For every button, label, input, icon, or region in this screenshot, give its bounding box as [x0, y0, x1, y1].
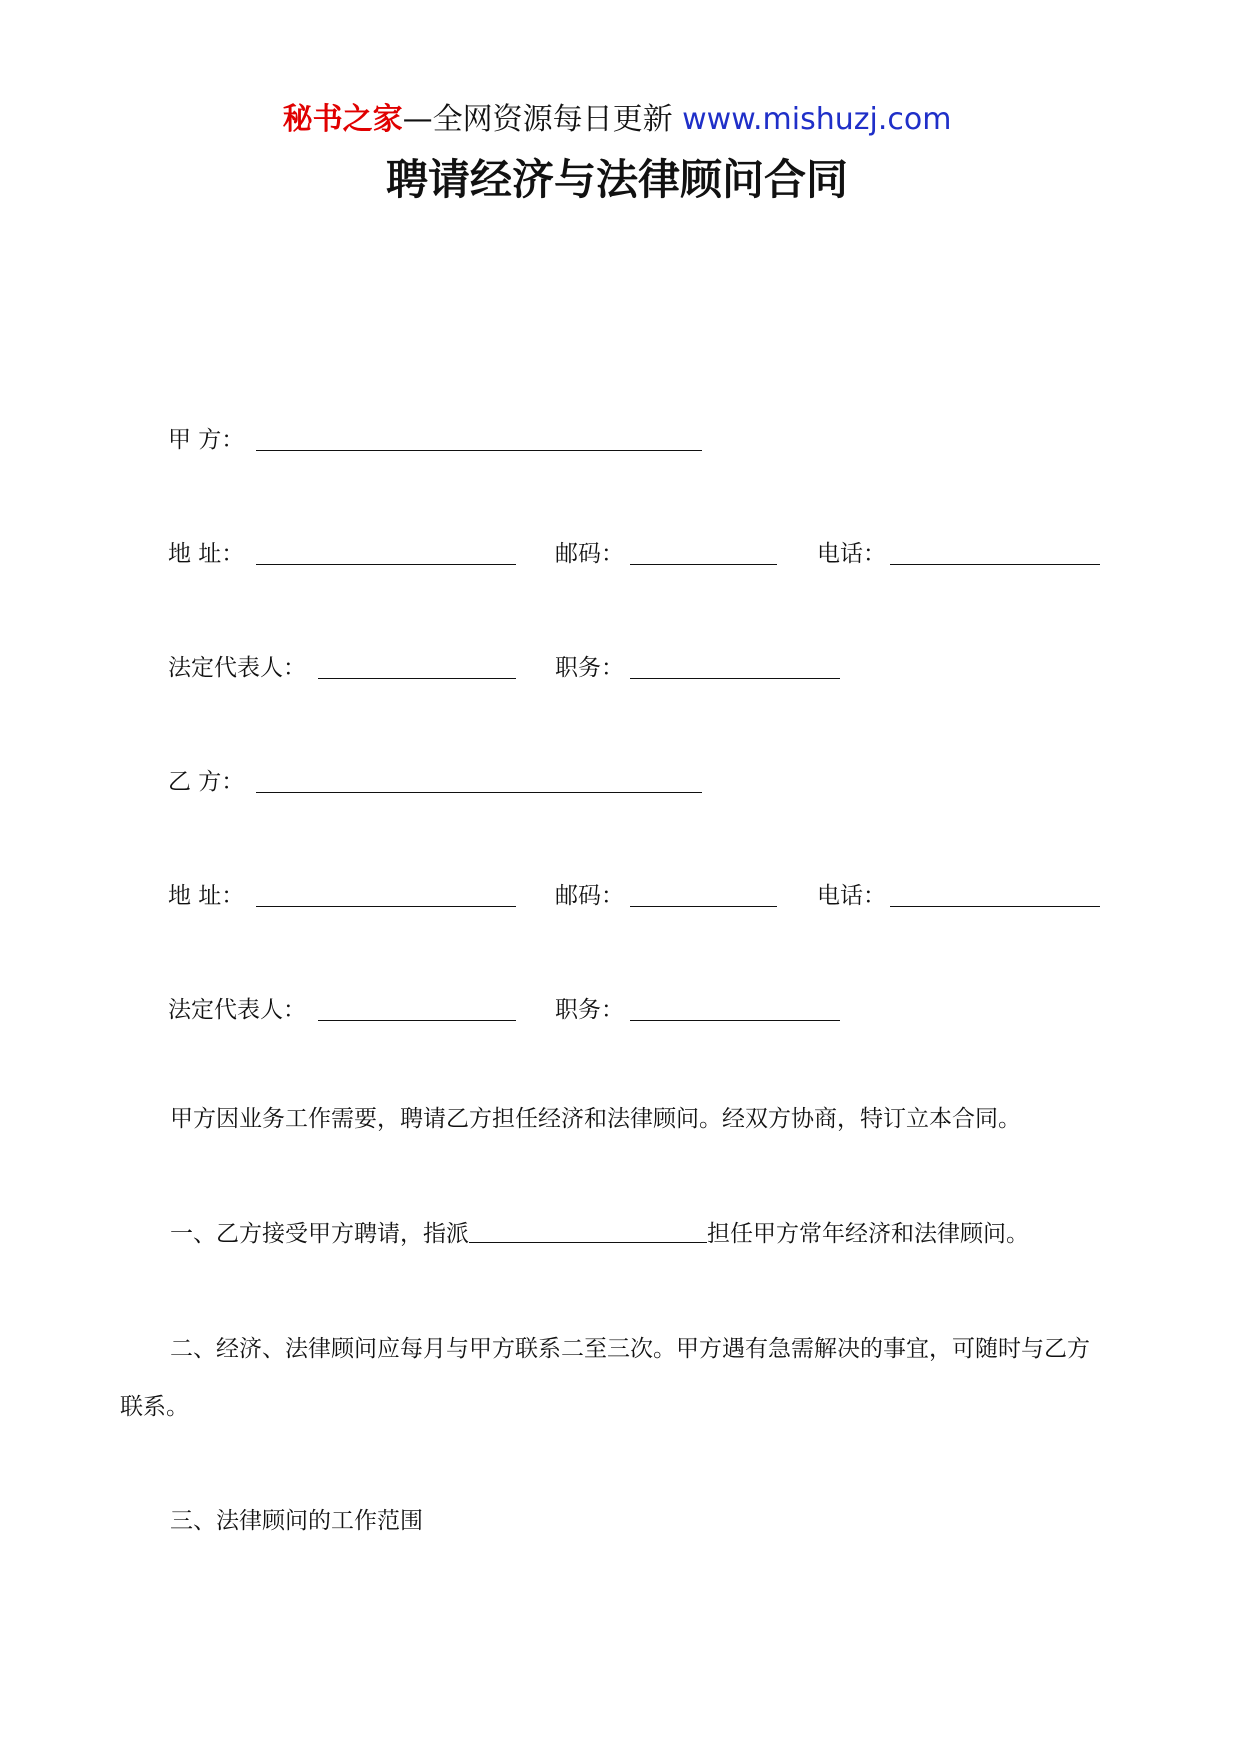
party-b-address-label: 地 址：	[168, 883, 245, 909]
party-a-address-label: 地 址：	[168, 541, 245, 567]
party-b-row	[0, 762, 1234, 802]
party-a-phone-blank[interactable]	[890, 564, 1100, 565]
site-tagline: —全网资源每日更新	[402, 102, 673, 137]
party-a-address-row	[0, 534, 1234, 574]
designee-blank[interactable]	[469, 1218, 707, 1243]
party-b-position-label: 职务：	[555, 997, 624, 1023]
party-a-rep-label: 法定代表人：	[168, 655, 306, 681]
party-b-blank[interactable]	[256, 792, 702, 793]
party-a-blank[interactable]	[256, 450, 702, 451]
party-a-rep-row	[0, 648, 1234, 688]
clause-1	[120, 1205, 1110, 1263]
site-brand: 秘书之家	[282, 102, 403, 137]
party-b-postcode-label: 邮码：	[555, 883, 624, 909]
party-a-postcode-blank[interactable]	[630, 564, 777, 565]
party-b-rep-label: 法定代表人：	[168, 997, 306, 1023]
document-title: 聘请经济与法律顾问合同	[385, 155, 848, 204]
site-header	[0, 100, 1234, 140]
party-a-address-blank[interactable]	[256, 564, 516, 565]
party-a-label: 甲 方：	[168, 427, 245, 453]
clause-3: 三、法律顾问的工作范围	[170, 1508, 423, 1534]
party-a-rep-blank[interactable]	[318, 678, 516, 679]
party-a-position-label: 职务：	[555, 655, 624, 681]
clause-1-before: 一、乙方接受甲方聘请，指派	[170, 1221, 469, 1247]
party-b-rep-row	[0, 990, 1234, 1030]
party-a-postcode-label: 邮码：	[555, 541, 624, 567]
party-b-address-row	[0, 876, 1234, 916]
party-a-position-blank[interactable]	[630, 678, 840, 679]
site-url[interactable]: www.mishuzj.com	[682, 102, 952, 137]
clause-1-after: 担任甲方常年经济和法律顾问。	[707, 1221, 1029, 1247]
party-b-label: 乙 方：	[168, 769, 245, 795]
party-b-phone-blank[interactable]	[890, 906, 1100, 907]
party-b-rep-blank[interactable]	[318, 1020, 516, 1021]
intro-paragraph: 甲方因业务工作需要，聘请乙方担任经济和法律顾问。经双方协商，特订立本合同。	[170, 1106, 1021, 1132]
party-a-phone-label: 电话：	[817, 541, 886, 567]
clause-2: 二、经济、法律顾问应每月与甲方联系二至三次。甲方遇有急需解决的事宜，可随时与乙方联系。	[120, 1336, 1090, 1420]
party-b-address-blank[interactable]	[256, 906, 516, 907]
party-a-row	[0, 420, 1234, 460]
party-b-phone-label: 电话：	[817, 883, 886, 909]
party-b-postcode-blank[interactable]	[630, 906, 777, 907]
party-b-position-blank[interactable]	[630, 1020, 840, 1021]
